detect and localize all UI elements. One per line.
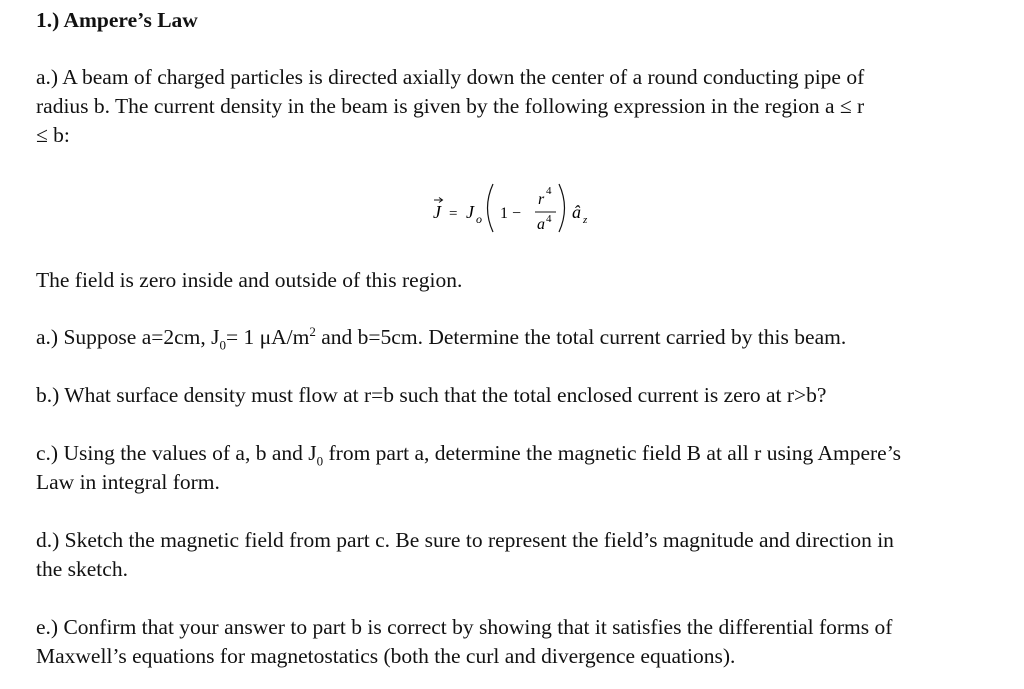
field-note: The field is zero inside and outside of this region. (36, 268, 463, 292)
eq-coef-sub: o (476, 212, 482, 226)
part-a-post: and b=5cm. Determine the total current carried by this beam. (315, 325, 847, 349)
part-d-line-1: d.) Sketch the magnetic field from part c. Be sure to represent the field’s magnitude and direction in (36, 528, 894, 552)
part-c-post: from part a, determine the magnetic field B at all r using Ampere’s (323, 441, 902, 465)
page-title: 1.) Ampere’s Law (36, 8, 198, 32)
eq-equals: = (449, 206, 458, 222)
eq-one-minus: 1 − (500, 205, 522, 222)
intro-line-3: ≤ b: (36, 123, 70, 147)
intro-line-1: a.) A beam of charged particles is directed axially down the center of a round conducting pipe of (36, 65, 865, 89)
part-a-pre: a.) Suppose a=2cm, J (36, 325, 220, 349)
eq-den-exp: 4 (546, 213, 552, 225)
part-c-sub: 0 (316, 453, 324, 469)
eq-unit: â (572, 202, 581, 222)
eq-den: a (537, 216, 545, 233)
eq-right-paren (559, 184, 565, 232)
eq-num: r (538, 191, 545, 208)
part-e-line-1: e.) Confirm that your answer to part b is correct by showing that it satisfies the differential forms of (36, 615, 893, 639)
part-b: b.) What surface density must flow at r=b such that the total enclosed current is zero at r>b? (36, 383, 827, 407)
part-d-line-2: the sketch. (36, 557, 128, 581)
current-density-equation (0, 166, 1024, 246)
eq-lhs: J (433, 202, 441, 222)
part-a (36, 323, 846, 352)
part-a-sup: 2 (309, 323, 316, 339)
intro-line-2: radius b. The current density in the beam is given by the following expression in the region a ≤ r (36, 94, 865, 118)
eq-left-paren (488, 184, 494, 232)
eq-unit-sub: z (583, 214, 588, 226)
part-c-line-2: Law in integral form. (36, 470, 220, 494)
eq-coef: J (466, 202, 474, 222)
part-c (36, 439, 901, 468)
eq-num-exp: 4 (546, 185, 552, 197)
part-e-line-2: Maxwell’s equations for magnetostatics (both the curl and divergence equations). (36, 644, 736, 668)
part-a-mid: = 1 μA/m (226, 325, 310, 349)
part-c-pre: c.) Using the values of a, b and J (36, 441, 317, 465)
part-a-sub: 0 (219, 337, 226, 353)
